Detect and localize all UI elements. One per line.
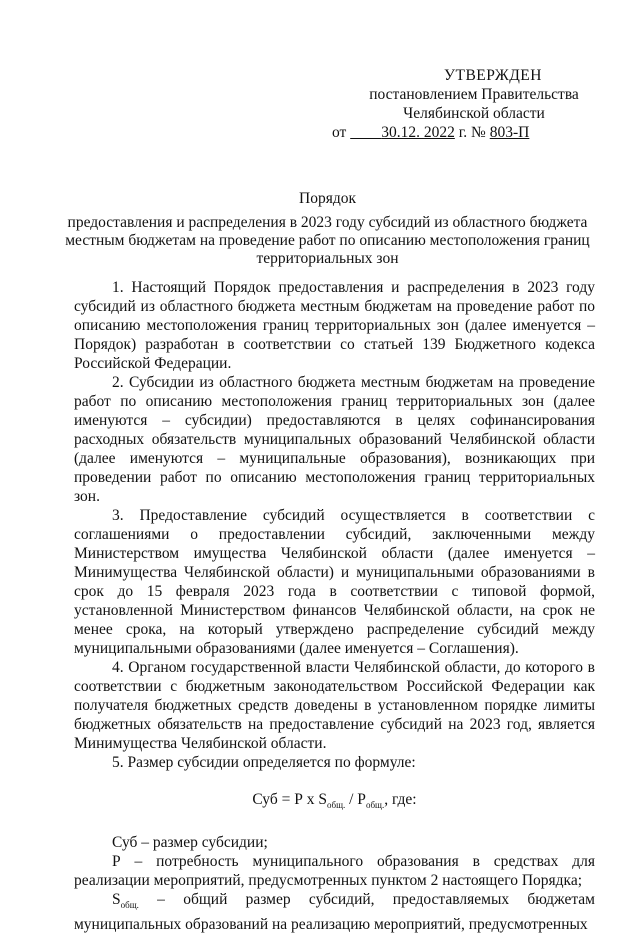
paragraph-5: 5. Размер субсидии определяется по формуле: [112, 754, 416, 771]
approval-date-line [332, 123, 582, 142]
title-subtitle: предоставления и распределения в 2023 году субсидий из областного бюджета местным бюджетам на проведение работ по описанию местоположения границ территориальных зон [65, 214, 590, 267]
year-suffix: г. № [458, 124, 486, 141]
paragraph-2: 2. Субсидии из областного бюджета местным бюджетам на проведение работ по описанию местоположения границ территориальных зон (далее именуются – субсидии) предоставляются в целях софинансирования расходных обязательств муниципальных образований Челябинской области (далее именуются – муниципальные образования), возникающих при проведении работ по описанию местоположения границ территориальных зон. [74, 374, 595, 505]
paragraph-1: 1. Настоящий Порядок предоставления и распределения в 2023 году субсидий из областного бюджета местным бюджетам на проведение работ по описанию местоположения границ территориальных зон (далее именуется – Порядок) разработан в соответствии со статьей 139 Бюджетного кодекса Российской Федерации. [74, 279, 595, 372]
date-value: 30.12. 2022 [381, 124, 455, 141]
paragraph-3: 3. Предоставление субсидий осуществляется в соответствии с соглашениями о предоставлении субсидий, заключенными между Министерством имущества Челябинской области (далее именуется – Минимущества Челябинской области) и муниципальными образованиями в срок до 15 февраля 2023 года в соответствии с типовой формой, установленной Министерством финансов Челябинской области, на срок не менее срока, на который утверждено распределение субсидий между муниципальными образованиями (далее именуется – Соглашения). [74, 507, 595, 657]
document-number: 803-П [489, 124, 530, 141]
subsidy-formula: Суб = Р x $S_{общ.} / Р_{общ.}$, где: [252, 791, 417, 811]
approval-title: УТВЕРЖДЕН [444, 67, 542, 84]
definition-p: Р – потребность муниципального образования в средствах для реализации мероприятий, предусмотренных пунктом 2 настоящего Порядка; [74, 853, 595, 890]
title-heading: Порядок [299, 190, 356, 207]
document-title [60, 190, 595, 268]
paragraph-4: 4. Органом государственной власти Челябинской области, до которого в соответствии с бюджетным законодательством Российской Федерации как получателя бюджетных средств доведены в установленном порядке лимиты бюджетных обязательств на предоставление субсидий на 2023 год, является Минимущества Челябинской области. [74, 659, 595, 752]
definition-sub: Суб – размер субсидии; [112, 834, 268, 852]
definition-s: $S_{общ.}$ – общий размер субсидий, предоставляемых бюджетам муниципальных образований на реализацию мероприятий, предусмотренных [74, 891, 595, 934]
approval-stamp [332, 66, 582, 142]
approval-line-2: Челябинской области [403, 105, 545, 122]
date-prefix: от [332, 124, 347, 141]
document-body [74, 278, 595, 934]
approval-line-1: постановлением Правительства [369, 86, 579, 103]
